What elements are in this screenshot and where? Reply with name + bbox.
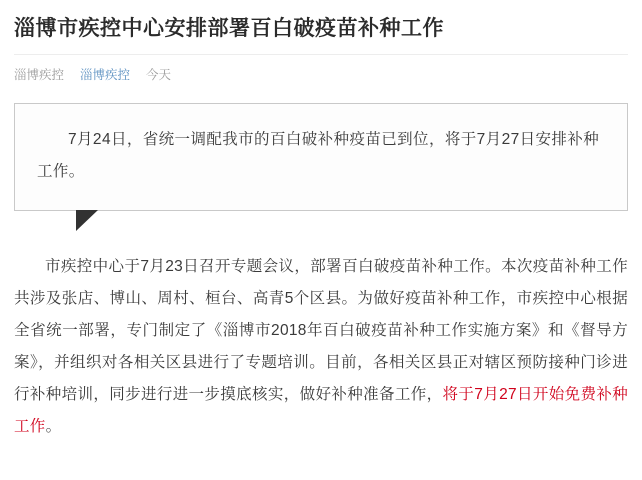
body-paragraph bbox=[14, 251, 628, 443]
body-text-prefix: 市疾控中心于7月23日召开专题会议，部署百白破疫苗补种工作。本次疫苗补种工作共涉及张店、博山、周村、桓台、高青5个区县。为做好疫苗补种工作，市疾控中心根据全省统一部署，专门制定了《淄博市2018年百白破疫苗补种工作实施方案》和《督导方案》，并组织对各相关区县进行了专题培训。目前，各相关区县正对辖区预防接种门诊进行补种培训，同步进行进一步摸底核实，做好补种准备工作， bbox=[14, 258, 628, 403]
quote-callout bbox=[14, 103, 628, 211]
quote-text: 7月24日，省统一调配我市的百白破补种疫苗已到位，将于7月27日安排补种工作。 bbox=[37, 131, 600, 180]
body-text-suffix: 。 bbox=[45, 418, 62, 435]
page-title: 淄博市疾控中心安排部署百白破疫苗补种工作 bbox=[14, 17, 444, 40]
meta-date: 今天 bbox=[146, 68, 172, 82]
article-meta bbox=[14, 54, 628, 83]
article-page bbox=[0, 14, 642, 480]
quote-box bbox=[14, 103, 628, 211]
quote-tail-icon bbox=[76, 210, 98, 231]
body-text-highlight: 将于7月27日开始免费补种工作 bbox=[14, 386, 628, 435]
article-body bbox=[14, 251, 628, 443]
meta-account-link[interactable]: 淄博疾控 bbox=[80, 68, 131, 82]
meta-source: 淄博疾控 bbox=[14, 68, 65, 82]
